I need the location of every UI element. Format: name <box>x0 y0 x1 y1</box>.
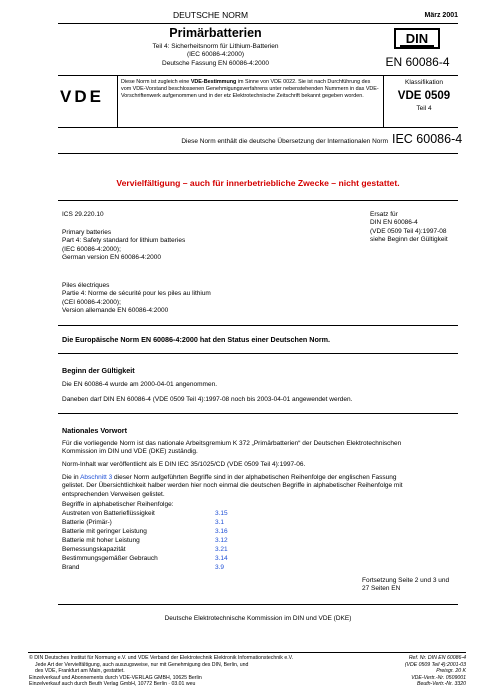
footer-left-line: Einzelverkauf und Abonnements durch VDE-VERLAG GMBH, 10625 Berlin <box>29 674 202 681</box>
glossary-row <box>62 546 312 555</box>
glossary-heading: Begriffe in alphabetischer Reihenfolge: <box>62 501 174 508</box>
norm-type-label: DEUTSCHE NORM <box>172 10 249 20</box>
replacement-line: Ersatz für <box>370 211 398 218</box>
subtitle-line: Deutsche Fassung EN 60086-4:2000 <box>162 59 269 67</box>
glossary-term: Batterie mit hoher Leistung <box>62 537 140 544</box>
subtitle-line: Teil 4: Sicherheitsnorm für Lithium-Batterien <box>152 43 279 50</box>
english-title-line: Part 4: Safety standard for lithium batteries <box>62 237 186 245</box>
replacement-line: DIN EN 60086-4 <box>370 219 418 227</box>
foreword-para-1-line: Für die vorliegende Norm ist das nationale Arbeitsgremium K 372 „Primärbatterien“ der Deutschen Elektrotechnischen <box>62 440 402 447</box>
french-title-line: Version allemande EN 60086-4:2000 <box>62 307 169 315</box>
glossary-term: Brand <box>62 564 80 571</box>
french-title-line: Piles électriques <box>62 282 110 289</box>
footer-right-line: (VDE 0509 Teil 4):2001-03 <box>404 661 466 668</box>
glossary-row <box>62 564 312 573</box>
replacement-line: (VDE 0509 Teil 4):1997-08 <box>370 227 447 235</box>
footer-copyright <box>29 655 349 688</box>
header-rule <box>58 23 458 24</box>
foreword-para-3-rest: dieser Norm aufgeführten Begriffe sind in der alphabetischen Reihenfolge der englischen Fassung <box>112 474 397 481</box>
foreword-para-1 <box>62 440 460 457</box>
validity-para-1: Die EN 60086-4 wurde am 2000-04-01 angenommen. <box>62 381 218 388</box>
footer-right-line: Ref. Nr. DIN EN 60086-4 <box>408 655 466 661</box>
din-logo-text: DIN <box>400 30 434 47</box>
foreword-para-3-line: entsprechenden Verweisen gelistet. <box>62 490 165 498</box>
english-title-line: (IEC 60086-4:2000); <box>62 245 121 253</box>
publication-date: März 2001 <box>424 12 458 19</box>
footer-left-line: Jede Art der Vervielfältigung, auch auszugsweise, nur mit Genehmigung des DIN, Berlin, und <box>35 661 249 668</box>
continuation-line: Fortsetzung Seite 2 und 3 und <box>362 577 450 584</box>
glossary-ref-link[interactable]: 3.9 <box>215 564 225 571</box>
vde-block-divider-left <box>117 75 118 127</box>
glossary-row <box>62 519 312 528</box>
document-title: Primärbatterien <box>169 26 262 40</box>
foreword-para-1-line: Kommission im DIN und VDE (DKE) zuständig. <box>62 448 198 456</box>
glossary-term: Austreten von Batterieflüssigkeit <box>62 510 155 517</box>
french-title-line: (CEI 60086-4:2000); <box>62 298 121 306</box>
footer-left-line: © DIN Deutsches Institut für Normung e.V. und VDE Verband der Elektrotechnik Elektronik Informationstechnik e.V. <box>29 655 294 661</box>
foreword-para-3-start: Die in <box>62 474 81 481</box>
foreword-heading: Nationales Vorwort <box>62 426 127 435</box>
glossary-ref-link[interactable]: 3.16 <box>215 528 228 535</box>
vde-block-text <box>121 79 379 100</box>
footer-left-line: des VDE, Frankfurt am Main, gestattet. <box>35 668 125 675</box>
glossary-list <box>62 510 312 573</box>
din-logo <box>394 28 440 49</box>
vde-block-text-1: Diese Norm ist zugleich eine <box>121 79 191 85</box>
commission-name: Deutsche Elektrotechnische Kommission im DIN und VDE (DKE) <box>164 615 352 622</box>
commission-rule <box>58 604 458 605</box>
footer-rule <box>28 652 466 653</box>
validity-heading: Beginn der Gültigkeit <box>62 366 135 375</box>
footer-reference <box>360 655 466 688</box>
vde-logo: VDE <box>60 87 104 106</box>
vde-bottom-rule <box>58 127 458 128</box>
validity-para-2: Daneben darf DIN EN 60086-4 (VDE 0509 Teil 4):1997-08 noch bis 2003-04-01 angewendet werden. <box>62 396 353 403</box>
foreword-para-2: Norm-Inhalt war veröffentlicht als E DIN IEC 35/1025/CD (VDE 0509 Teil 4):1997-06. <box>62 461 306 468</box>
glossary-row <box>62 537 312 546</box>
glossary-ref-link[interactable]: 3.21 <box>215 546 228 553</box>
continuation-line: 27 Seiten EN <box>362 585 401 593</box>
footer-left-line: Einzelverkauf auch durch Beuth Verlag GmbH, 10772 Berlin · 03.01 weu <box>29 681 196 688</box>
klassifikation-label: Klassifikation <box>405 79 443 86</box>
english-title-line: German version EN 60086-4:2000 <box>62 254 162 262</box>
english-title-line: Primary batteries <box>62 229 112 236</box>
glossary-row <box>62 528 312 537</box>
foreword-para-3-line: gelistet. Der Übersichtlichkeit halber werden hier noch einmal die deutschen Begriffe in alphabetischer Reihenfolge mit <box>62 482 403 490</box>
titles-rule <box>58 325 458 326</box>
vde-block-text-2: im Sinne von VDE 0022. Sie ist nach Durchführung des vom VDE-Vorstand beschlossenen Genehmigungsverfahrens unter nebenstehenden Nummern in das VDE-Vorschriftenwerk aufgenommen und in der etz Elektrotechnische Zeitschrift bekannt gegeben worden. <box>121 79 379 99</box>
warning-rule <box>58 200 458 201</box>
footer-right-line: VDE-Vertr.-Nr. 0509001 <box>411 674 466 681</box>
glossary-term: Bemessungskapazität <box>62 546 126 553</box>
continuation-note <box>362 577 472 594</box>
iec-number: IEC 60086-4 <box>392 132 463 146</box>
vde-top-rule <box>58 75 458 76</box>
glossary-term: Batterie (Primär-) <box>62 519 112 526</box>
ics-code: ICS 29.220.10 <box>62 211 104 218</box>
glossary-term: Batterie mit geringer Leistung <box>62 528 147 535</box>
copy-prohibition-notice: Vervielfältigung – auch für innerbetriebliche Zwecke – nicht gestattet. <box>116 178 400 188</box>
glossary-row <box>62 555 312 564</box>
iec-rule <box>58 153 458 154</box>
status-rule <box>58 353 458 354</box>
document-subtitle <box>108 43 323 68</box>
footer-right-line: Beuth-Vertr.-Nr. 3320 <box>416 681 466 688</box>
english-title <box>62 229 302 263</box>
iec-translation-note: Diese Norm enthält die deutsche Übersetzung der Internationalen Norm <box>181 138 388 145</box>
foreword-para-3 <box>62 474 460 499</box>
glossary-ref-link[interactable]: 3.12 <box>215 537 228 544</box>
glossary-ref-link[interactable]: 3.14 <box>215 555 228 562</box>
section-3-link[interactable]: Abschnitt 3 <box>80 474 113 481</box>
subtitle-line: (IEC 60086-4:2000) <box>186 51 245 59</box>
validity-rule <box>58 413 458 414</box>
glossary-term: Bestimmungsgemäßer Gebrauch <box>62 555 158 562</box>
glossary-ref-link[interactable]: 3.15 <box>215 510 228 517</box>
klassifikation-number: VDE 0509 <box>397 90 451 102</box>
french-title <box>62 282 322 316</box>
footer-right-line: Preisgr. 20 K <box>436 668 466 675</box>
french-title-line: Partie 4: Norme de sécurité pour les piles au lithium <box>62 290 211 298</box>
standard-number: EN 60086-4 <box>385 55 450 69</box>
replacement-note <box>370 211 480 245</box>
glossary-row <box>62 510 312 519</box>
status-statement: Die Europäische Norm EN 60086-4:2000 hat den Status einer Deutschen Norm. <box>62 335 331 344</box>
vde-block-text-bold: VDE-Bestimmung <box>190 79 237 85</box>
glossary-ref-link[interactable]: 3.1 <box>215 519 225 526</box>
klassifikation-part: Teil 4 <box>416 105 432 112</box>
replacement-line: siehe Beginn der Gültigkeit <box>370 236 448 244</box>
